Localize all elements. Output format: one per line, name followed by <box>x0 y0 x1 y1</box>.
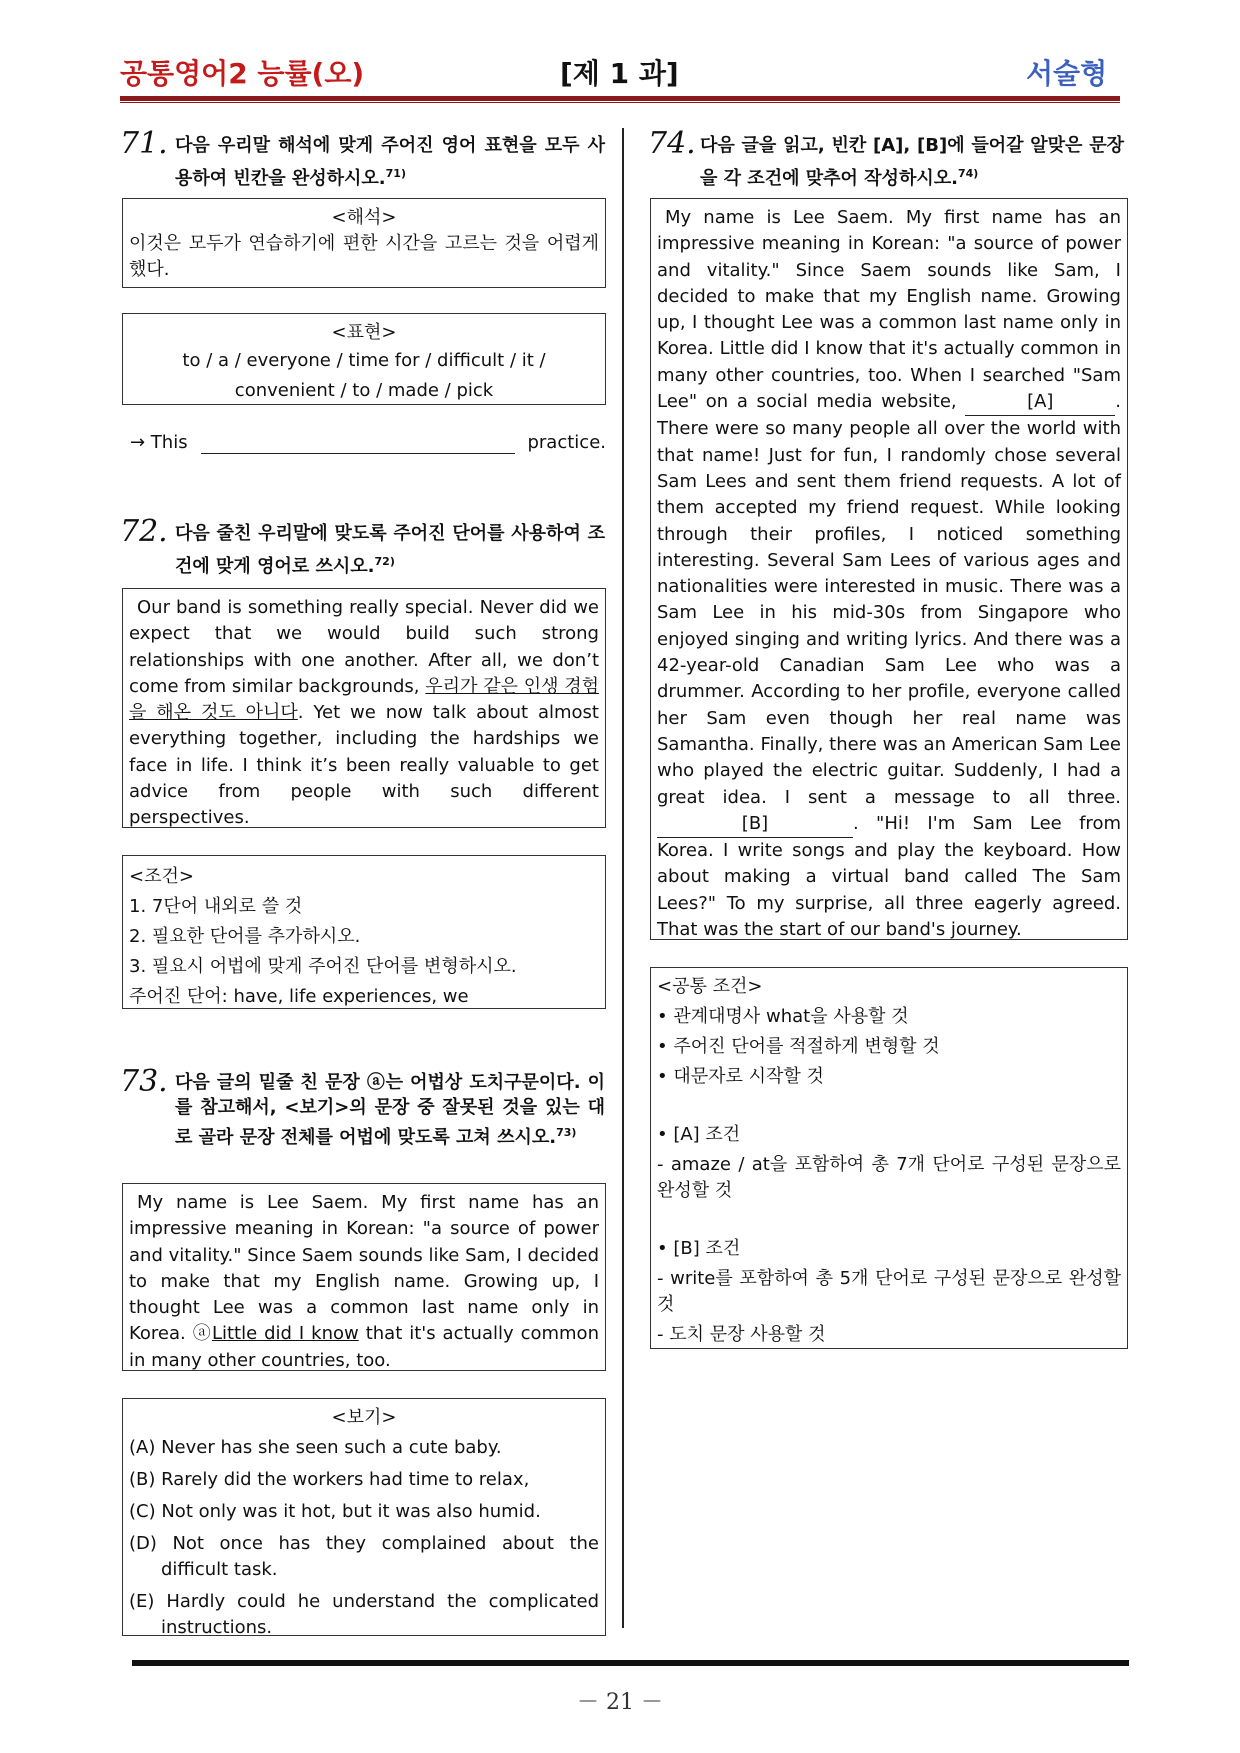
condition-item: - amaze / at을 포함하여 총 7개 단어로 구성된 문장으로 완성할 것 <box>657 1154 1121 1201</box>
answer-blank[interactable] <box>201 432 515 454</box>
interpretation-box <box>122 198 606 288</box>
condition-item: 3. 필요시 어법에 맞게 주어진 단어를 변형하시오. <box>129 956 517 977</box>
blank-b[interactable]: [B] <box>657 811 853 838</box>
example-option: (E) Hardly could he understand the complicated instructions. <box>129 1591 599 1638</box>
interpretation-text: 이것은 모두가 연습하기에 편한 시간을 고르는 것을 어렵게 했다. <box>129 233 599 280</box>
condition-item: 2. 필요한 단어를 추가하시오. <box>129 926 361 947</box>
condition-item: - 도치 문장 사용할 것 <box>657 1324 826 1345</box>
passage-box: My name is Lee Saem. My first name has an impressive meaning in Korean: "a source of power and vitality." Since Saem sounds like Sam, I decided to make that my English name. Growing up, I thought Lee was a common last name only in Korea. ⓐLittle did I know that it's actually common in many other countries, too. <box>122 1183 606 1371</box>
question-prompt: 다음 글의 밑줄 친 문장 ⓐ는 어법상 도치구문이다. 이를 참고해서, <보기>의 문장 중 잘못된 것을 있는 대로 골라 문장 전체를 어법에 맞도록 고쳐 쓰시오.$^{73)}$ <box>175 1072 605 1148</box>
underlined-sentence: Little did I know <box>211 1323 359 1345</box>
expression-line: convenient / to / made / pick <box>234 380 494 401</box>
example-option: (B) Rarely did the workers had time to relax, <box>129 1469 530 1490</box>
box-title: <표현> <box>331 322 397 343</box>
condition-heading-a: • [A] 조건 <box>657 1124 741 1145</box>
condition-heading-b: • [B] 조건 <box>657 1238 741 1259</box>
example-option: (C) Not only was it hot, but it was also humid. <box>129 1501 541 1522</box>
condition-item: • 관계대명사 what을 사용할 것 <box>657 1006 909 1027</box>
header-rule <box>120 96 1120 101</box>
box-title: <조건> <box>129 866 194 887</box>
condition-box <box>122 855 606 1009</box>
example-option: (A) Never has she seen such a cute baby. <box>129 1437 502 1458</box>
example-option: (D) Not once has they complained about the difficult task. <box>129 1533 599 1580</box>
box-title: <보기> <box>331 1407 397 1428</box>
textbook-title: 공통영어2 능률(오) <box>120 57 365 90</box>
condition-item: • 대문자로 시작할 것 <box>657 1066 824 1087</box>
expression-line: to / a / everyone / time for / difficult / it / <box>182 350 546 371</box>
passage-box: My name is Lee Saem. My first name has an impressive meaning in Korean: "a source of power and vitality." Since Saem sounds like Sam, I decided to make that my English name. Growing up, I thought Lee was a common last name only in Korea. Little did I know that it's actually common in many other countries, too. When I searched "Sam Lee" on a social media website, [A] . There were so many people all over the world with that name! Just for fun, I randomly chose several Sam Lees and sent them friend requests. A lot of them accepted my friend request. While looking through their profiles, I noticed something interesting. Several Sam Lees of various ages and nationalities were interested in music. There was a Sam Lee in his mid-30s from Singapore who enjoyed singing and writing lyrics. And there was a 42-year-old Canadian Sam Lee who was a drummer. According to her profile, everyone called her Sam even though her real name was Samantha. Finally, there was an American Sam Lee who played the electric guitar. Suddenly, I had a great idea. I sent a message to all three. [B] . "Hi! I'm Sam Lee from Korea. I write songs and play the keyboard. How about making a virtual band called The Sam Lees?" To my surprise, all three eagerly agreed. That was the start of our band's journey. <box>650 198 1128 940</box>
column-divider <box>622 128 624 1628</box>
lesson-title: [제 1 과] <box>560 57 679 90</box>
question-type: 서술형 <box>1026 57 1108 90</box>
header-rule-thin <box>120 102 1120 103</box>
page-number: － 21 － <box>577 1690 663 1715</box>
condition-item: - write를 포함하여 총 5개 단어로 구성된 문장으로 완성할 것 <box>657 1268 1121 1315</box>
box-title: <공통 조건> <box>657 976 763 997</box>
page-header <box>0 0 1240 110</box>
underlined-phrase: 우리가 같은 인생 경험을 해온 것도 아니다 <box>129 675 600 724</box>
question-number: 72. <box>120 514 168 549</box>
examples-box <box>122 1398 606 1636</box>
question-prompt: 다음 글을 읽고, 빈칸 [A], [B]에 들어갈 알맞은 문장을 각 조건에 맞추어 작성하시오.$^{74)}$ <box>700 135 1124 189</box>
question-number: 71. <box>120 126 168 161</box>
question-number: 74. <box>648 126 696 161</box>
expression-box <box>122 313 606 405</box>
question-prompt: 다음 우리말 해석에 맞게 주어진 영어 표현을 모두 사용하여 빈칸을 완성하시오.$^{71)}$ <box>175 135 605 189</box>
given-words: 주어진 단어: have, life experiences, we <box>129 986 469 1007</box>
condition-item: 1. 7단어 내외로 쓸 것 <box>129 896 303 917</box>
blank-a[interactable]: [A] <box>965 389 1115 416</box>
box-title: <해석> <box>331 207 397 228</box>
question-prompt: 다음 줄친 우리말에 맞도록 주어진 단어를 사용하여 조건에 맞게 영어로 쓰시오.$^{72)}$ <box>175 523 605 577</box>
question-number: 73. <box>120 1064 168 1099</box>
common-condition-box <box>650 967 1128 1349</box>
condition-item: • 주어진 단어를 적절하게 변형할 것 <box>657 1036 940 1057</box>
footer-rule <box>132 1660 1129 1666</box>
passage-box: Our band is something really special. Never did we expect that we would build such strong relationships with one another. After all, we don’t come from similar backgrounds, 우리가 같은 인생 경험을 해온 것도 아니다. Yet we now talk about almost everything together, including the hardships we face in life. I think it’s been really valuable to get advice from people with such different perspectives. <box>122 588 606 828</box>
answer-line: → This practice. <box>130 432 606 453</box>
